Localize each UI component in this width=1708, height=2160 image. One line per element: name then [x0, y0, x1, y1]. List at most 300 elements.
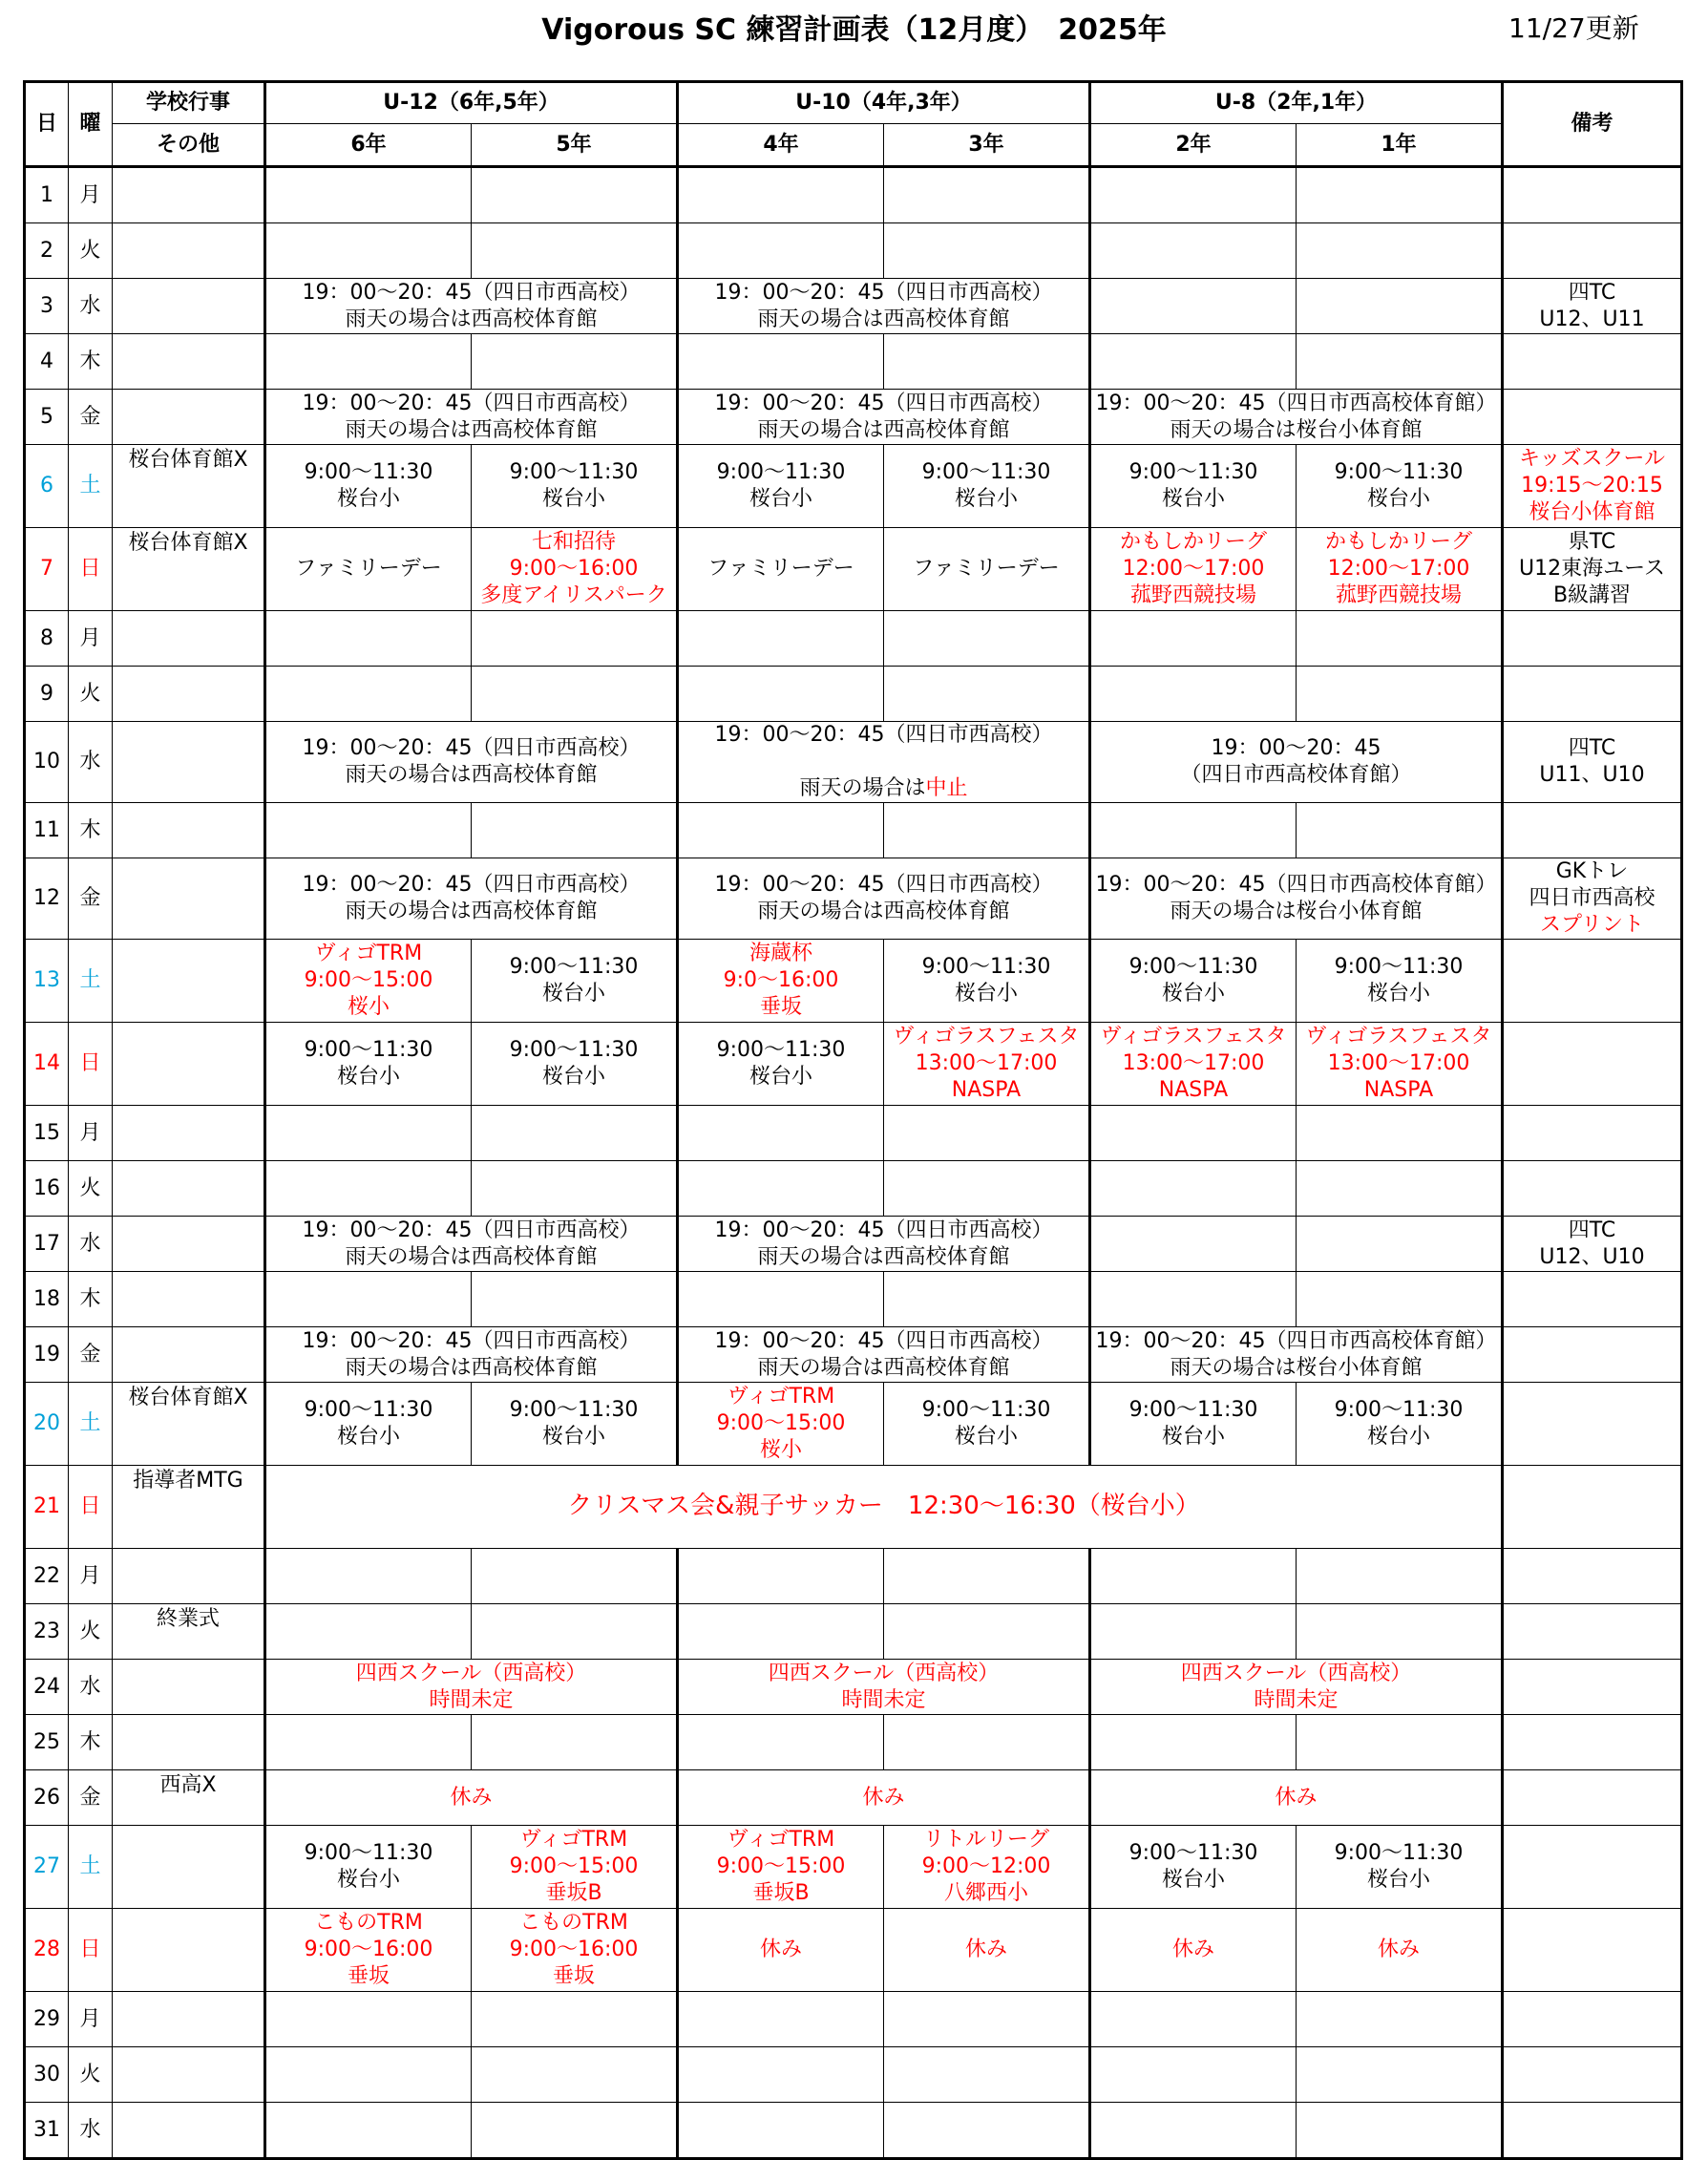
day-number: 22	[25, 1549, 69, 1604]
notes-line: GKトレ	[1555, 859, 1629, 883]
cell-g2	[1090, 1272, 1297, 1327]
day-row	[25, 445, 1682, 528]
cell-g1	[1297, 1992, 1503, 2047]
g1-line: 9:00～11:30	[1334, 955, 1464, 979]
cell-g3	[884, 1604, 1090, 1660]
school-event	[113, 722, 265, 803]
day-number: 31	[25, 2103, 69, 2159]
cell-u12	[265, 1217, 678, 1272]
day-row	[25, 1660, 1682, 1715]
header-grade-1: 1年	[1297, 124, 1503, 167]
weekday: 日	[69, 1909, 113, 1992]
cell-g1	[1297, 1161, 1503, 1217]
school-event	[113, 1161, 265, 1217]
school-event	[113, 1826, 265, 1909]
u8-line: 時間未定	[1254, 1687, 1339, 1712]
g5-line: 9:00～16:00	[509, 1938, 639, 1961]
u12-line: 雨天の場合は西高校体育館	[345, 307, 598, 331]
cell-notes	[1503, 1023, 1682, 1106]
weekday: 日	[69, 1466, 113, 1549]
cell-g6	[265, 1992, 472, 2047]
school-event	[113, 1327, 265, 1383]
g1-line: 13:00～17:00	[1327, 1051, 1470, 1075]
weekday: 金	[69, 1327, 113, 1383]
weekday: 金	[69, 858, 113, 940]
cell-notes	[1503, 167, 1682, 223]
g2-line: 9:00～11:30	[1128, 1841, 1258, 1865]
cell-g4	[678, 1909, 884, 1992]
day-number: 16	[25, 1161, 69, 1217]
school-event	[113, 334, 265, 390]
g6-line: ヴィゴTRM	[314, 942, 423, 965]
weekday: 日	[69, 1023, 113, 1106]
cell-g4	[678, 1383, 884, 1466]
cell-g2	[1090, 528, 1297, 611]
cell-g5	[472, 1383, 678, 1466]
day-row	[25, 223, 1682, 279]
header-grade-3: 3年	[884, 124, 1090, 167]
cell-g5	[472, 445, 678, 528]
school-event	[113, 279, 265, 334]
u10-line: 19：00～20：45（四日市西高校）	[714, 1328, 1053, 1353]
cell-g4	[678, 667, 884, 722]
g4-line: ヴィゴTRM	[727, 1385, 835, 1408]
day-row	[25, 2103, 1682, 2159]
g1-line: 菰野西競技場	[1335, 583, 1462, 607]
cell-g5	[472, 1161, 678, 1217]
weekday: 火	[69, 1604, 113, 1660]
g6-line: 9:00～11:30	[304, 460, 433, 484]
day-number: 27	[25, 1826, 69, 1909]
day-row	[25, 1383, 1682, 1466]
g5-line: 七和招待	[531, 530, 616, 554]
g6-line: 桜台小	[336, 1868, 400, 1892]
cell-g5	[472, 940, 678, 1023]
day-row	[25, 1715, 1682, 1770]
cell-u10	[678, 390, 1090, 445]
cell-g6	[265, 611, 472, 667]
u12-line: 雨天の場合は西高校体育館	[345, 1355, 598, 1380]
day-number: 2	[25, 223, 69, 279]
u8-line: 雨天の場合は桜台小体育館	[1170, 900, 1423, 923]
cell-notes	[1503, 1549, 1682, 1604]
cell-u12	[265, 722, 678, 803]
g5-line: 桜台小	[541, 487, 605, 511]
g2-line: 休み	[1171, 1938, 1214, 1961]
cell-g5	[472, 1604, 678, 1660]
header-u12: U-12（6年,5年）	[265, 82, 678, 124]
g5-line: 垂坂	[552, 1964, 595, 1988]
g4-line: 垂坂B	[752, 1881, 810, 1905]
u12-line: 19：00～20：45（四日市西高校）	[302, 736, 641, 760]
cell-g3	[884, 1909, 1090, 1992]
day-row	[25, 1992, 1682, 2047]
cell-u12	[265, 279, 678, 334]
cell-g4	[678, 1826, 884, 1909]
g1-line: 9:00～11:30	[1334, 1841, 1464, 1865]
cell-g5	[472, 1909, 678, 1992]
cell-u8	[1090, 722, 1503, 803]
g2-line: 9:00～11:30	[1128, 1398, 1258, 1422]
cell-g4	[678, 1106, 884, 1161]
day-row	[25, 1466, 1682, 1549]
cell-g4	[678, 1604, 884, 1660]
cell-g6	[265, 803, 472, 858]
school-event	[113, 223, 265, 279]
cell-g1	[1297, 1023, 1503, 1106]
cell-g6	[265, 1715, 472, 1770]
weekday: 水	[69, 279, 113, 334]
g1-line: 12:00～17:00	[1327, 557, 1470, 581]
cell-g1	[1297, 1272, 1503, 1327]
school-event	[113, 1549, 265, 1604]
school-event: 桜台体育館X	[113, 528, 265, 611]
cell-notes	[1503, 1715, 1682, 1770]
cell-g6	[265, 1023, 472, 1106]
u10-line: 19：00～20：45（四日市西高校）	[714, 873, 1053, 897]
cell-notes	[1503, 1161, 1682, 1217]
day-row	[25, 858, 1682, 940]
cell-g5	[472, 1272, 678, 1327]
u12-line: 四西スクール（西高校）	[355, 1661, 587, 1685]
header-other: その他	[113, 124, 265, 167]
cell-g5	[472, 1023, 678, 1106]
g5-line: 垂坂B	[545, 1881, 602, 1905]
school-event	[113, 940, 265, 1023]
cell-g2	[1090, 1715, 1297, 1770]
school-event	[113, 2103, 265, 2159]
day-row	[25, 667, 1682, 722]
school-event	[113, 1272, 265, 1327]
cell-g6	[265, 445, 472, 528]
cell-g3	[884, 1272, 1090, 1327]
g1-line: 桜台小	[1366, 1425, 1430, 1449]
cell-g1	[1297, 803, 1503, 858]
day-row	[25, 1909, 1682, 1992]
cell-g3	[884, 1383, 1090, 1466]
cell-g5	[472, 667, 678, 722]
notes-line: スプリント	[1539, 913, 1645, 937]
cell-u12	[265, 390, 678, 445]
g6-line: 垂坂	[347, 1964, 390, 1988]
day-row	[25, 1826, 1682, 1909]
header-weekday: 曜	[69, 82, 113, 167]
cell-u10	[678, 279, 1090, 334]
g3-line: 桜台小	[954, 982, 1018, 1006]
cell-g4	[678, 1549, 884, 1604]
cell-g4	[678, 528, 884, 611]
day-row	[25, 1023, 1682, 1106]
g4-line: 垂坂	[759, 995, 802, 1019]
g6-line: 9:00～16:00	[304, 1938, 433, 1961]
g5-line: 9:00～11:30	[509, 1038, 639, 1062]
day-number: 5	[25, 390, 69, 445]
u8-line: 19：00～20：45（四日市西高校体育館）	[1095, 1328, 1497, 1353]
day-number: 17	[25, 1217, 69, 1272]
cell-g6	[265, 1383, 472, 1466]
cell-notes	[1503, 445, 1682, 528]
day-number: 1	[25, 167, 69, 223]
day-row	[25, 167, 1682, 223]
g1-line: 桜台小	[1366, 487, 1430, 511]
cell-u12	[265, 1660, 678, 1715]
cell-g6	[265, 167, 472, 223]
day-number: 28	[25, 1909, 69, 1992]
g2-line: 菰野西競技場	[1129, 583, 1256, 607]
cancel-label: 中止	[925, 776, 968, 800]
cell-notes	[1503, 858, 1682, 940]
cell-notes	[1503, 1106, 1682, 1161]
cell-g1	[1297, 2103, 1503, 2159]
cell-g6	[265, 223, 472, 279]
notes-line: U12、U10	[1539, 1244, 1645, 1269]
header-grade-2: 2年	[1090, 124, 1297, 167]
notes-line: 四日市西高校	[1529, 886, 1655, 910]
cell-g3	[884, 667, 1090, 722]
cell-g3	[884, 528, 1090, 611]
header-grade-4: 4年	[678, 124, 884, 167]
day-row	[25, 390, 1682, 445]
u8-line: （四日市西高校体育館）	[1180, 763, 1412, 787]
u12-line: 時間未定	[429, 1687, 514, 1712]
cell-g3	[884, 167, 1090, 223]
g6-line: 9:00～11:30	[304, 1038, 433, 1062]
cell-g6	[265, 1549, 472, 1604]
day-row	[25, 2047, 1682, 2103]
u12-line: 19：00～20：45（四日市西高校）	[302, 1218, 641, 1242]
weekday: 水	[69, 1217, 113, 1272]
cell-g3	[884, 1715, 1090, 1770]
day-row	[25, 1549, 1682, 1604]
u8-line: 雨天の場合は桜台小体育館	[1170, 1355, 1423, 1380]
g2-line: NASPA	[1158, 1078, 1229, 1102]
cell-u10	[678, 722, 1090, 803]
cell-u12	[265, 858, 678, 940]
cell-g3	[884, 1992, 1090, 2047]
cell-notes	[1503, 1272, 1682, 1327]
cell-g4	[678, 940, 884, 1023]
day-row	[25, 1161, 1682, 1217]
cell-g2	[1090, 167, 1297, 223]
cell-g1	[1297, 1604, 1503, 1660]
u8-line: 19：00～20：45	[1211, 736, 1381, 760]
u10-line: 雨天の場合は西高校体育館	[757, 900, 1010, 923]
header-u8: U-8（2年,1年）	[1090, 82, 1503, 124]
cell-g4	[678, 223, 884, 279]
day-number: 13	[25, 940, 69, 1023]
weekday: 土	[69, 445, 113, 528]
weekday: 水	[69, 722, 113, 803]
cell-g6	[265, 940, 472, 1023]
day-number: 30	[25, 2047, 69, 2103]
cell-g3	[884, 334, 1090, 390]
g6-line: 桜台小	[336, 1065, 400, 1089]
g4-line: 桜台小	[749, 487, 812, 511]
day-number: 7	[25, 528, 69, 611]
cell-g6	[265, 2103, 472, 2159]
cell-g4	[678, 611, 884, 667]
cell-g2	[1090, 667, 1297, 722]
u10-line: 休み	[862, 1785, 905, 1810]
g2-line: 13:00～17:00	[1122, 1051, 1265, 1075]
day-number: 21	[25, 1466, 69, 1549]
day-number: 4	[25, 334, 69, 390]
g2-line: 桜台小	[1161, 982, 1225, 1006]
day-number: 20	[25, 1383, 69, 1466]
cell-notes	[1503, 334, 1682, 390]
cell-u10	[678, 1770, 1090, 1826]
g3-line: 桜台小	[954, 487, 1018, 511]
u12-line: 19：00～20：45（四日市西高校）	[302, 280, 641, 305]
cell-g6	[265, 1272, 472, 1327]
school-event: 桜台体育館X	[113, 445, 265, 528]
g5-line: 9:00～11:30	[509, 1398, 639, 1422]
page-title: Vigorous SC 練習計画表（12月度） 2025年	[541, 13, 1167, 47]
g1-line: かもしかリーグ	[1324, 530, 1472, 554]
cell-g4	[678, 2103, 884, 2159]
weekday: 土	[69, 940, 113, 1023]
cell-g2	[1090, 1992, 1297, 2047]
day-row	[25, 1327, 1682, 1383]
u8-line: 19：00～20：45（四日市西高校体育館）	[1095, 391, 1497, 415]
notes-line: 四TC	[1568, 280, 1616, 305]
g1-line: 桜台小	[1366, 1868, 1430, 1892]
school-event	[113, 1992, 265, 2047]
u12-line: 雨天の場合は西高校体育館	[345, 900, 598, 923]
g3-line: 9:00～11:30	[921, 460, 1051, 484]
cell-notes	[1503, 940, 1682, 1023]
day-row	[25, 940, 1682, 1023]
weekday: 月	[69, 1106, 113, 1161]
cell-notes	[1503, 611, 1682, 667]
g6-line: 9:00～15:00	[304, 968, 433, 992]
weekday: 木	[69, 1715, 113, 1770]
cell-g2	[1090, 1106, 1297, 1161]
cell-g5	[472, 334, 678, 390]
g4-line: ファミリーデー	[707, 557, 854, 581]
u12-line: 休み	[450, 1785, 493, 1810]
g4-line: 9:00～11:30	[716, 1038, 846, 1062]
day-row	[25, 803, 1682, 858]
cell-g3	[884, 1826, 1090, 1909]
cell-g2	[1090, 1023, 1297, 1106]
cell-notes	[1503, 667, 1682, 722]
weekday: 土	[69, 1826, 113, 1909]
notes-line: U12東海ユース	[1519, 557, 1665, 581]
cell-notes	[1503, 1327, 1682, 1383]
notes-line: 県TC	[1568, 530, 1616, 554]
cell-g3	[884, 2103, 1090, 2159]
notes-line: キッズスクール	[1518, 447, 1666, 471]
header-u10: U-10（4年,3年）	[678, 82, 1090, 124]
day-number: 24	[25, 1660, 69, 1715]
day-row	[25, 334, 1682, 390]
g3-line: リトルリーグ	[922, 1828, 1049, 1852]
cell-g2	[1090, 1549, 1297, 1604]
day-number: 10	[25, 722, 69, 803]
weekday: 月	[69, 167, 113, 223]
cell-g3	[884, 1023, 1090, 1106]
g5-line: 9:00～11:30	[509, 955, 639, 979]
day-number: 26	[25, 1770, 69, 1826]
day-number: 23	[25, 1604, 69, 1660]
schedule-body	[25, 167, 1682, 2159]
day-number: 3	[25, 279, 69, 334]
u12-line: 雨天の場合は西高校体育館	[345, 763, 598, 787]
cell-notes	[1503, 1383, 1682, 1466]
g4-line: 9:00～15:00	[716, 1854, 846, 1878]
g1-line: 9:00～11:30	[1334, 1398, 1464, 1422]
u12-line: 19：00～20：45（四日市西高校）	[302, 873, 641, 897]
u10-line: 雨天の場合は西高校体育館	[757, 1355, 1010, 1380]
g3-line: 9:00～11:30	[921, 1398, 1051, 1422]
cell-g5	[472, 803, 678, 858]
cell-g5	[472, 611, 678, 667]
cell-g1	[1297, 334, 1503, 390]
cell-g1	[1297, 1549, 1503, 1604]
cell-g3	[884, 1106, 1090, 1161]
cell-g3	[884, 940, 1090, 1023]
g1-line: ヴィゴラスフェスタ	[1305, 1025, 1492, 1048]
day-number: 29	[25, 1992, 69, 2047]
day-row	[25, 611, 1682, 667]
day-row	[25, 722, 1682, 803]
g4-line: 9:00～11:30	[716, 460, 846, 484]
cell-notes	[1503, 803, 1682, 858]
school-event: 西高X	[113, 1770, 265, 1826]
cell-notes	[1503, 1660, 1682, 1715]
cell-notes	[1503, 722, 1682, 803]
school-event: 終業式	[113, 1604, 265, 1660]
cell-g5	[472, 1106, 678, 1161]
school-event	[113, 2047, 265, 2103]
g3-line: NASPA	[951, 1078, 1022, 1102]
cell-g2	[1090, 223, 1297, 279]
u10-line: 時間未定	[841, 1687, 926, 1712]
notes-line: 四TC	[1568, 736, 1616, 760]
g1-line: 桜台小	[1366, 982, 1430, 1006]
cell-g1	[1297, 667, 1503, 722]
cell-notes	[1503, 1217, 1682, 1272]
g1-line: 9:00～11:30	[1334, 460, 1464, 484]
cell-g6	[265, 528, 472, 611]
school-event	[113, 167, 265, 223]
header-grade-5: 5年	[472, 124, 678, 167]
g5-line: ヴィゴTRM	[519, 1828, 628, 1852]
u8-line: 雨天の場合は桜台小体育館	[1170, 417, 1423, 442]
notes-line: U11、U10	[1539, 763, 1645, 787]
cell-u12	[265, 1770, 678, 1826]
g3-line: ファミリーデー	[913, 557, 1060, 581]
school-event	[113, 1909, 265, 1992]
u8-line: 19：00～20：45（四日市西高校体育館）	[1095, 873, 1497, 897]
u12-line: 19：00～20：45（四日市西高校）	[302, 391, 641, 415]
g2-line: 桜台小	[1161, 1425, 1225, 1449]
school-event: 桜台体育館X	[113, 1383, 265, 1466]
cell-notes	[1503, 2103, 1682, 2159]
notes-line: U12、U11	[1539, 307, 1645, 331]
cell-notes	[1503, 390, 1682, 445]
cell-g1	[1297, 1217, 1503, 1272]
cell-g2	[1090, 2047, 1297, 2103]
cell-g2	[1090, 1604, 1297, 1660]
cell-notes	[1503, 1466, 1682, 1549]
g6-line: 9:00～11:30	[304, 1398, 433, 1422]
weekday: 日	[69, 528, 113, 611]
g5-line: 多度アイリスパーク	[480, 583, 667, 607]
cell-u10	[678, 858, 1090, 940]
cell-g4	[678, 334, 884, 390]
